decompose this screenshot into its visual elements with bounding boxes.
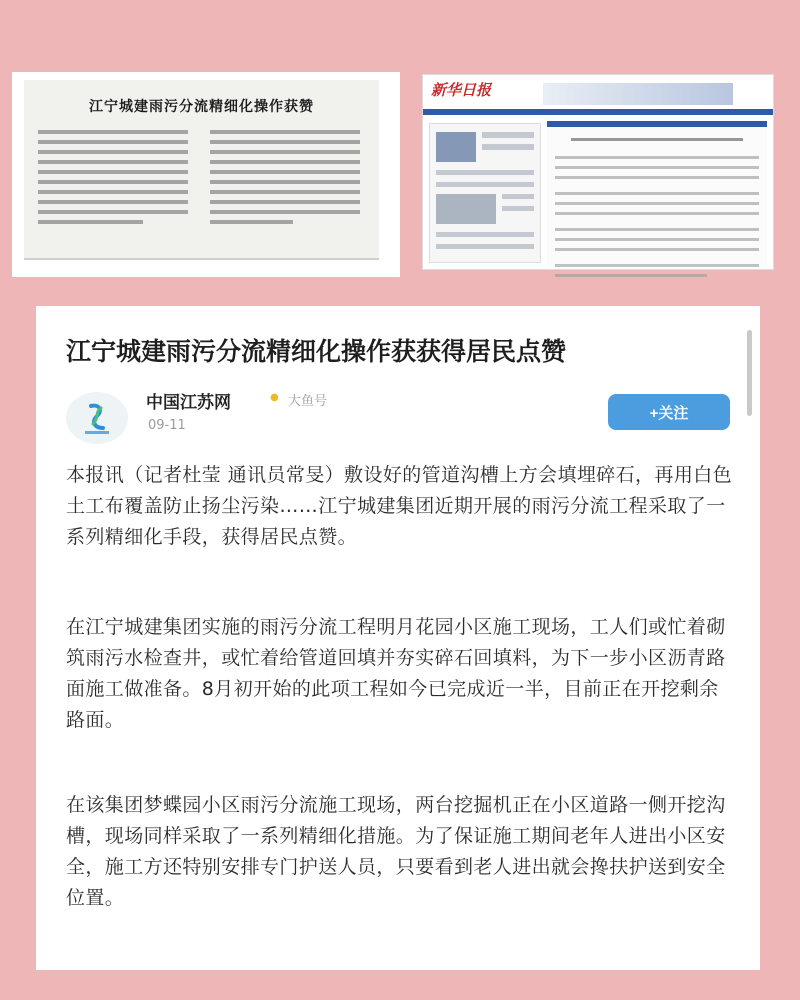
clipping-text-column xyxy=(210,130,360,248)
scrollbar[interactable] xyxy=(747,330,752,416)
article-title: 江宁城建雨污分流精细化操作获获得居民点赞 xyxy=(66,337,567,366)
follow-button[interactable]: +关注 xyxy=(608,394,730,430)
newspaper-clipping-left xyxy=(12,72,400,277)
verified-icon: ● xyxy=(270,392,279,403)
source-name[interactable]: 中国江苏网 xyxy=(146,393,231,413)
post-date: 09-11 xyxy=(148,418,186,433)
article-paragraph: 本报讯（记者杜莹 通讯员常旻）敷设好的管道沟槽上方会填埋碎石，再用白色土工布覆盖防止扬尘污染……江宁城建集团近期开展的雨污分流工程采取了一系列精细化手段，获得居民点赞。 xyxy=(66,464,733,548)
article-card xyxy=(36,306,760,970)
newspaper-page-thumbnail xyxy=(429,123,541,263)
newspaper-nav-bar xyxy=(423,109,773,115)
clipping-paper xyxy=(24,80,379,260)
jiangsu-net-logo-icon xyxy=(77,398,117,438)
avatar[interactable] xyxy=(66,392,128,444)
article-paragraph: 在江宁城建集团实施的雨污分流工程明月花园小区施工现场，工人们或忙着砌筑雨污水检查井，或忙着给管道回填并夯实碎石回填料，为下一步小区沥青路面施工做准备。8月初开始的此项工程如今已完成近一半，目前正在开挖剩余路面。 xyxy=(66,616,726,731)
article-paragraph: 在该集团梦蝶园小区雨污分流施工现场，两台挖掘机正在小区道路一侧开挖沟槽，现场同样采取了一系列精细化措施。为了保证施工期间老年人进出小区安全，施工方还特别安排专门护送人员，只要看到老人进出就会搀扶护送到安全位置。 xyxy=(66,794,726,909)
newspaper-article-preview xyxy=(547,121,767,265)
newspaper-banner xyxy=(543,83,733,105)
clipping-headline: 江宁城建雨污分流精细化操作获赞 xyxy=(89,99,314,115)
source-badge: 大鱼号 xyxy=(288,394,328,409)
newspaper-masthead: 新华日报 xyxy=(431,81,492,99)
clipping-text-column xyxy=(38,130,188,248)
newspaper-website-clipping xyxy=(422,74,774,270)
